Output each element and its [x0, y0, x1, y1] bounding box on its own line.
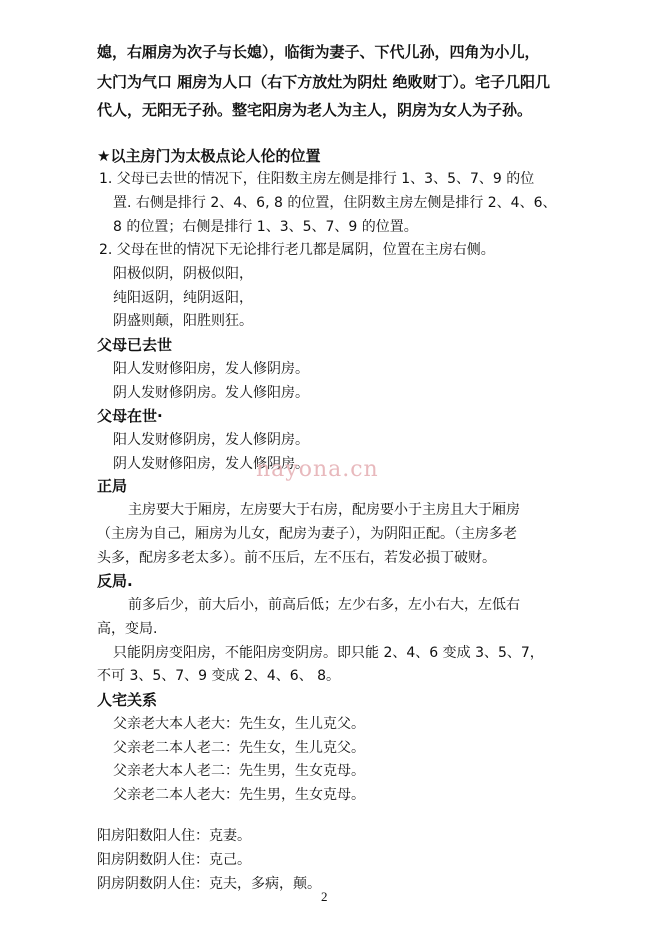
text-line: 父亲老大本人老二：先生男，生女克母。 — [113, 763, 365, 779]
paragraph-line: 主房要大于厢房，左房要大于右房，配房要小于主房且大于厢房 — [128, 502, 520, 518]
text-line: 父亲老二本人老二：先生女，生儿克父。 — [113, 740, 365, 756]
paragraph-line: 代人，无阳无子孙。整宅阳房为老人为主人，阴房为女人为子孙。 — [97, 101, 533, 119]
section-heading: 父母已去世 — [97, 336, 173, 354]
list-item-continued: 8 的位置；右侧是排行 1、3、5、7、9 的位置。 — [113, 219, 418, 235]
text-line: 阴人发财修阴房。发人修阳房。 — [113, 385, 309, 401]
text-line: 阳人发财修阴房，发人修阴房。 — [113, 432, 309, 448]
text-line: 父亲老大本人老大：先生女，生儿克父。 — [113, 716, 365, 732]
section-heading: 反局. — [97, 572, 133, 590]
verse-line: 纯阳返阴，纯阴返阳， — [113, 290, 253, 306]
verse-line: 阳极似阴，阴极似阳， — [113, 266, 253, 282]
paragraph-line: 头多，配房多老太多）。前不压后，左不压右，若发必损丁破财。 — [97, 550, 496, 566]
paragraph-line: 大门为气口 厢房为人口（右下方放灶为阴灶 绝败财丁）。宅子几阳几 — [97, 73, 550, 91]
section-heading: 人宅关系 — [97, 691, 158, 709]
section-heading: ★以主房门为太极点论人伦的位置 — [97, 147, 321, 165]
text-line: 阳人发财修阳房，发人修阴房。 — [113, 361, 309, 377]
text-line: 阴房阴数阴人住：克夫，多病，颠。 — [97, 876, 321, 892]
section-heading: 正局 — [97, 477, 128, 495]
watermark: nayona.cn — [256, 457, 379, 482]
paragraph-line: 高，变局. — [97, 621, 158, 637]
page-number: 2 — [321, 889, 328, 904]
text-line: 阳房阳数阳人住：克妻。 — [97, 828, 251, 844]
list-item: 1. 父母已去世的情况下，住阳数主房左侧是排行 1、3、5、7、9 的位 — [99, 171, 535, 187]
paragraph-line: （主房为自己，厢房为儿女，配房为妻子），为阴阳正配。（主房多老 — [97, 526, 517, 542]
section-heading: 父母在世· — [97, 407, 163, 425]
paragraph-line: 前多后少，前大后小，前高后低；左少右多，左小右大，左低右 — [128, 597, 520, 613]
paragraph-line: 只能阴房变阳房，不能阳房变阴房。即只能 2、4、6 变成 3、5、7， — [113, 645, 544, 661]
paragraph-line: 媳，右厢房为次子与长媳），临街为妻子、下代儿孙，四角为小儿， — [97, 43, 540, 61]
paragraph-line: 不可 3、5、7、9 变成 2、4、6、 8。 — [97, 668, 341, 684]
list-item: 2. 父母在世的情况下无论排行老几都是属阴，位置在主房右侧。 — [99, 242, 495, 258]
verse-line: 阴盛则颠，阳胜则狂。 — [113, 313, 253, 329]
text-line: 父亲老二本人老大：先生男，生女克母。 — [113, 787, 365, 803]
text-line: 阴人发财修阳房，发人修阴房。 — [113, 456, 309, 472]
text-line: 阳房阴数阴人住：克己。 — [97, 852, 251, 868]
list-item-continued: 置. 右侧是排行 2、4、6, 8 的位置，住阴数主房左侧是排行 2、4、6、 — [113, 195, 557, 211]
